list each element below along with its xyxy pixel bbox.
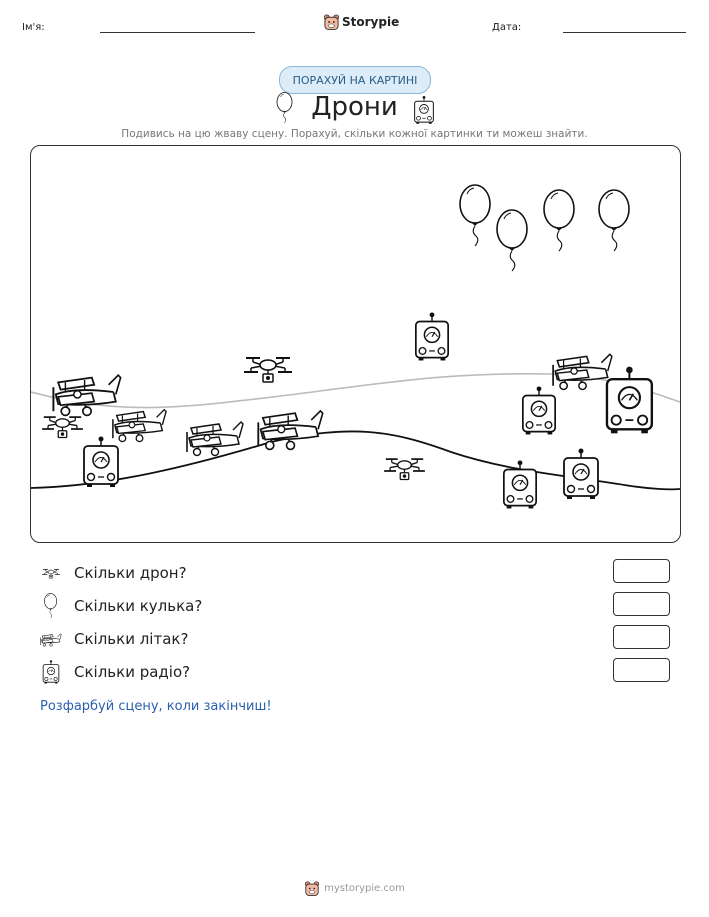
question-row-drone (40, 560, 187, 586)
coloring-note: Розфарбуй сцену, коли закінчиш! (40, 699, 272, 714)
balloon-icon (599, 190, 629, 251)
scene-illustration (31, 146, 680, 542)
question-row-balloon (40, 593, 202, 619)
plane-icon (258, 411, 322, 450)
brand-logo (323, 13, 399, 31)
footer (0, 880, 709, 897)
question-row-plane (40, 626, 188, 652)
radio-icon (523, 386, 555, 434)
drone-icon (384, 459, 425, 479)
date-label: Дата: (492, 22, 522, 33)
plane-icon (40, 630, 62, 648)
bear-logo-icon (323, 13, 340, 31)
count-badge: ПОРАХУЙ НА КАРТИНІ (279, 66, 431, 94)
radio-icon (564, 449, 598, 500)
answer-box-balloon[interactable] (613, 592, 670, 616)
question-text: Скільки радіо? (74, 663, 191, 681)
answer-box-radio[interactable] (613, 658, 670, 682)
radio-icon (607, 367, 652, 434)
balloon-icon (460, 185, 490, 246)
question-text: Скільки кулька? (74, 597, 203, 615)
counting-scene (30, 145, 681, 543)
radio-icon (413, 95, 435, 125)
answer-box-drone[interactable] (613, 559, 670, 583)
footer-url[interactable]: mystorypie.com (324, 883, 405, 894)
radio-icon (416, 312, 448, 360)
balloon-icon (544, 190, 574, 251)
balloon-icon (497, 210, 527, 271)
bear-logo-icon (304, 880, 320, 897)
question-text: Скільки дрон? (74, 564, 187, 582)
plane-icon (53, 375, 120, 415)
instructions: Подивись на цю жваву сцену. Порахуй, скільки кожної картинки ти можеш знайти. (121, 128, 588, 140)
answer-box-plane[interactable] (613, 625, 670, 649)
balloon-icon (40, 593, 62, 619)
name-field[interactable] (100, 32, 255, 33)
name-label: Ім'я: (22, 22, 45, 33)
question-row-radio (40, 659, 190, 685)
drone-icon (42, 417, 83, 437)
brand-name: Storypie (342, 15, 400, 29)
question-text: Скільки літак? (74, 630, 189, 648)
radio-icon (84, 437, 118, 488)
drone-icon (244, 358, 292, 382)
plane-icon (553, 354, 612, 389)
date-field[interactable] (563, 32, 686, 33)
plane-icon (187, 422, 243, 456)
radio-icon (40, 660, 62, 684)
drone-icon (40, 565, 62, 581)
page-title: Дрони (311, 92, 398, 122)
plane-icon (113, 410, 166, 442)
